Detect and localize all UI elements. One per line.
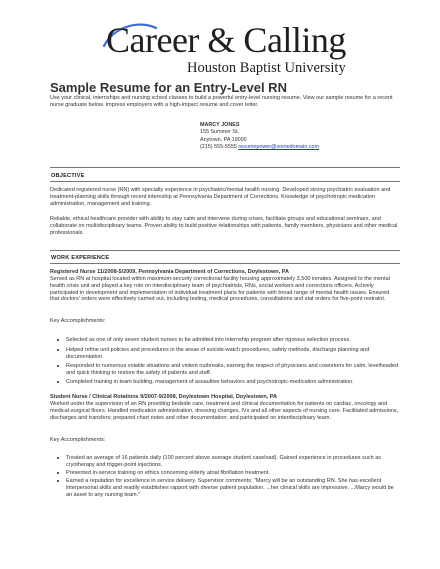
accomplishment-text: Presented in-service training on ethics concerning elderly atrial fibrillation treatment. — [66, 470, 270, 476]
bullet-icon — [57, 365, 59, 367]
job2-description: Worked under the supervision of an RN providing bedside care, treatment and clinical documentation for patients on cardiac, oncology and medical-surgical floors. Handled medication administration, dressing changes, IVs and all other aspects of nursing care. Facilitated admissions, discharges and transfers; prepared chart notes and other documentation; and participated on interdisciplinary team. — [50, 401, 399, 421]
intro-text: Use your clinical, internships and nursing school classes to build a powerful entry-level nursing resume. View our sample resume for a recent nurse graduate below. Impress employers with a high-impact resume and cover letter. — [50, 95, 393, 108]
bullet-icon — [57, 339, 59, 341]
list-item — [66, 347, 400, 361]
bullet-icon — [57, 480, 59, 482]
list-item — [66, 470, 400, 477]
accomplishment-text: Earned a reputation for excellence in service delivery. Supervisor comments: "Marcy will be an outstanding RN. She has excellent interpersonal skills and readily establishes rapport with diverse patient population. ...her clinical skills are impressive. ...Marcy would be an asset to any nursing team." — [66, 478, 394, 498]
contact-line — [200, 144, 340, 151]
contact-city: Anytown, PA 19000 — [200, 136, 247, 143]
job1-description: Served as RN at hospital located within maximum-security correctional facility housing approximately 3,500 inmates. Assigned to the mental health crisis unit and played a key role on interdisciplinary team of psychiatrists, RNs, social workers and corrections officers. Actively participated in development and implementation of individual treatment plans for patients with broad range of mental health issues. Ensured that doctors' orders were effectively carried out, including testing, medical procedures, consultations and stat orders for five-point restraint. — [50, 276, 390, 303]
logo-wordmark: Career & Calling — [106, 20, 346, 60]
job2-header: Student Nurse / Clinical Rotations 9/2007-9/2008, Doylestown Hospital, Doylestown, PA — [50, 394, 277, 400]
objective-paragraph-2: Reliable, ethical healthcare provider with ability to stay calm and intervene during crises, facilitate groups and educational seminars, and collaborate on multidisciplinary teams. Proven ability to build positive relationships with patients, family members, physicians and other medical professionals. — [50, 216, 398, 236]
list-item — [66, 478, 400, 498]
accomplishment-text: Selected as one of only seven student nurses to be admitted into internship program after rigorous selection process. — [66, 337, 351, 343]
contact-block — [200, 122, 340, 152]
logo-subtitle: Houston Baptist University — [187, 60, 346, 76]
list-item — [66, 455, 400, 469]
list-item — [66, 337, 400, 344]
contact-name: MARCY JONES — [200, 122, 240, 128]
job1-accomplishments-label: Key Accomplishments: — [50, 318, 106, 324]
contact-street: 155 Summer St. — [200, 129, 239, 136]
job1-header: Registered Nurse 11/2008-5/2009, Pennsylvania Department of Corrections, Doylestown, PA — [50, 269, 289, 275]
career-calling-logo — [0, 20, 440, 80]
work-heading: WORK EXPERIENCE — [51, 255, 110, 261]
contact-phone: (215) 555-5555 — [200, 144, 237, 151]
list-item — [66, 363, 400, 377]
bullet-icon — [57, 472, 59, 474]
objective-heading: OBJECTIVE — [51, 173, 85, 179]
objective-paragraph-1: Dedicated registered nurse (RN) with specialty experience in psychiatric/mental health nursing. Developed strong psychiatric evaluation and treatment-planning skills through recent internship at Pennsylvania Department of Corrections. Knowledge of psychotropic medication administration, management and training. — [50, 187, 391, 207]
bullet-icon — [57, 457, 59, 459]
bullet-icon — [57, 349, 59, 351]
divider-objective — [50, 167, 400, 168]
contact-email-link[interactable]: resumepower@somedomain.com — [238, 144, 320, 151]
accomplishment-text: Responded to numerous volatile situations and violent outbreaks, earning the respect of physicians and coworkers for calm, levelheaded and quick thinking to restore the safety of patients and staff. — [66, 363, 399, 376]
list-item — [66, 379, 400, 386]
page-title: Sample Resume for an Entry-Level RN — [50, 80, 287, 95]
bullet-icon — [57, 381, 59, 383]
job2-accomplishments-label: Key Accomplishments: — [50, 437, 106, 443]
divider-work — [50, 250, 400, 251]
divider-objective-bottom — [50, 181, 400, 182]
accomplishment-text: Treated an average of 16 patients daily (100 percent above average student caseload). Gained experience in procedures such as cryotherapy and trigger-point injections. — [66, 455, 382, 468]
accomplishment-text: Helped refine unit policies and procedures in the areas of suicide-watch procedures, safety methods, discharge planning and documentation. — [66, 347, 370, 360]
accomplishment-text: Completed training in team building, management of assaultive behaviors and psychotropic-medication administration. — [66, 379, 354, 385]
divider-work-bottom — [50, 263, 400, 264]
